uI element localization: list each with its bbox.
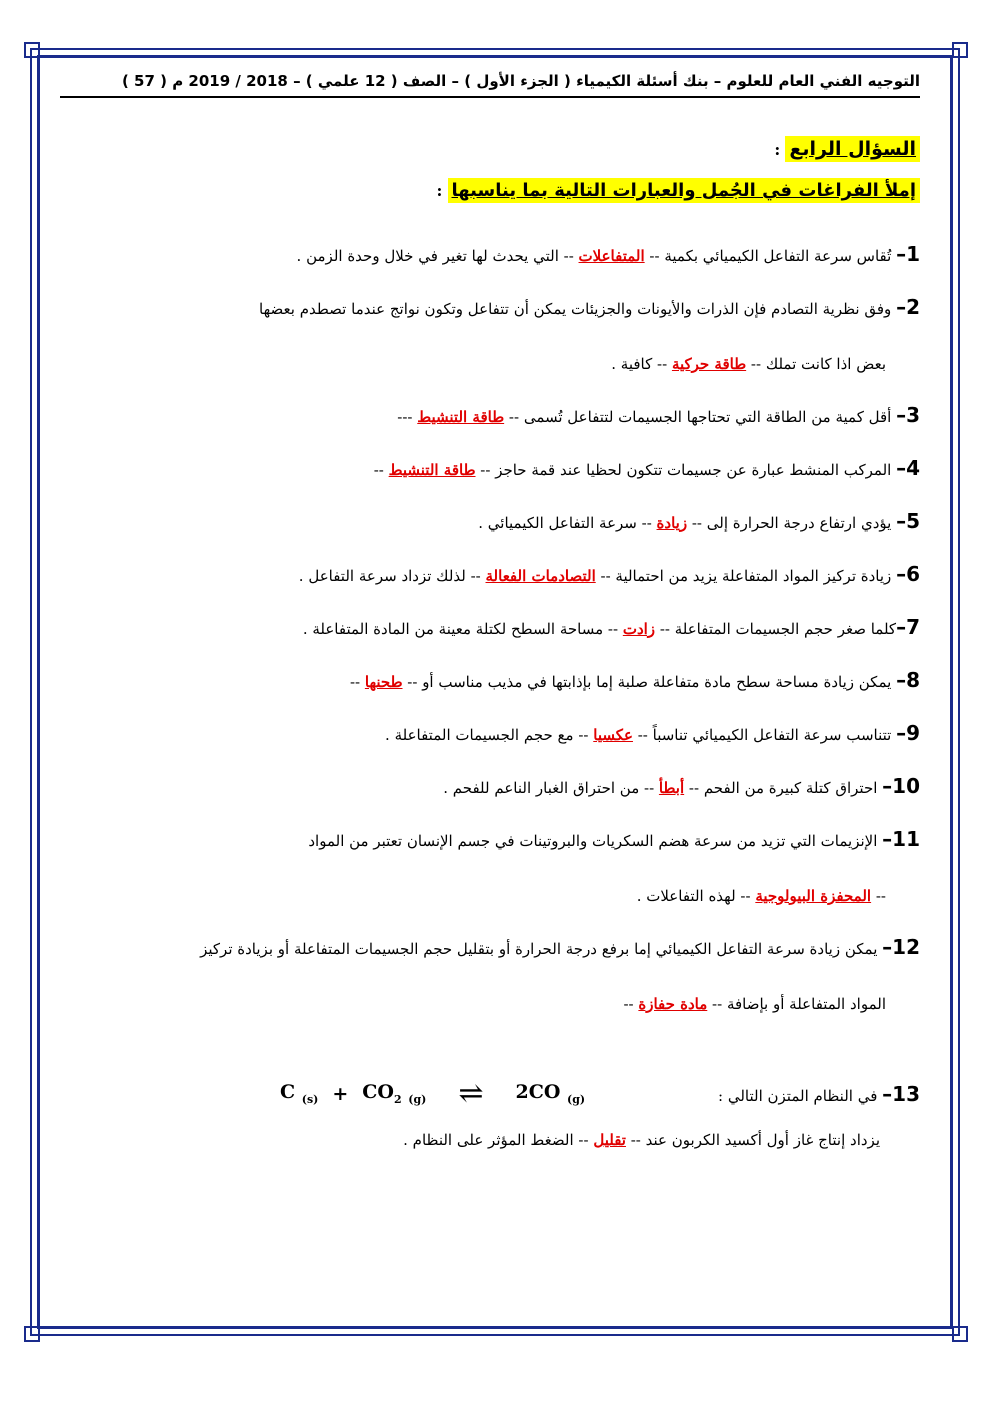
border-corner-top-left: [24, 42, 40, 58]
question-text: تتناسب سرعة التفاعل الكيميائي تناسباً --: [632, 726, 897, 744]
border-corner-bottom-left: [24, 1326, 40, 1342]
eq-product-co: 2CO $_{(g)}$: [515, 1081, 586, 1106]
question-number: 10–: [882, 774, 920, 798]
question-continuation: [60, 993, 920, 1016]
question-text: يؤدي ارتفاع درجة الحرارة إلى --: [687, 514, 897, 532]
question-continuation: [60, 353, 920, 376]
question-text-after: -- التي يحدث لها تغير في خلال وحدة الزمن .: [296, 247, 579, 265]
question-text-after: -- مساحة السطح لكتلة معينة من المادة المتفاعلة .: [302, 620, 623, 638]
question-number: 11–: [882, 827, 920, 851]
eq-plus: +: [332, 1082, 349, 1105]
question-answer: طاقة التنشيط: [417, 408, 505, 426]
question-item-8: [60, 669, 920, 694]
question-number: 6–: [896, 562, 920, 586]
eq-reactant-c: C $_{(s)}$: [280, 1081, 319, 1106]
question-text: في النظام المتزن التالي :: [718, 1086, 883, 1105]
question-item-2: [60, 296, 920, 376]
question-text: كلما صغر حجم الجسيمات المتفاعلة --: [655, 620, 897, 638]
question-text-after: --: [623, 995, 639, 1013]
document-page: [60, 72, 920, 1312]
question-text-after: --: [373, 461, 389, 479]
question-cont-text: --: [871, 887, 886, 905]
question-text: أقل كمية من الطاقة التي تحتاجها الجسيمات لتتفاعل تُسمى --: [504, 408, 897, 426]
question-cont-text: بعض اذا كانت تملك --: [746, 355, 886, 373]
question-text: يزداد إنتاج غاز أول أكسيد الكربون عند --: [625, 1131, 880, 1149]
equilibrium-equation: [60, 1076, 585, 1111]
question-number: 1–: [896, 242, 920, 266]
question-item-5: [60, 510, 920, 535]
q13-fill-line: [60, 1131, 920, 1149]
question-answer: طاقة حركية: [671, 355, 747, 373]
question-item-7: [60, 616, 920, 641]
question-title: السؤال الرابع: [785, 136, 920, 162]
question-answer: طاقة التنشيط: [388, 461, 476, 479]
question-list: [60, 243, 920, 1149]
question-answer: المحفزة البيولوجية: [755, 887, 872, 905]
question-text-after: -- لهذه التفاعلات .: [636, 887, 756, 905]
question-item-9: [60, 722, 920, 747]
question-text: المركب المنشط عبارة عن جسيمات تتكون لحظيا عند قمة حاجز --: [475, 461, 897, 479]
question-number: 5–: [896, 509, 920, 533]
question-text-after: -- لذلك تزداد سرعة التفاعل .: [298, 567, 486, 585]
question-text-after: -- سرعة التفاعل الكيميائي .: [478, 514, 657, 532]
question-text: تُقاس سرعة التفاعل الكيميائي بكمية --: [644, 247, 897, 265]
question-instruction-colon: :: [436, 181, 443, 200]
question-number: 3–: [896, 403, 920, 427]
question-text: احتراق كتلة كبيرة من الفحم --: [684, 779, 883, 797]
question-answer: التصادمات الفعالة: [485, 567, 596, 585]
border-corner-top-right: [952, 42, 968, 58]
border-corner-bottom-right: [952, 1326, 968, 1342]
question-number: 7–: [896, 615, 920, 639]
question-answer: تقليل: [593, 1131, 626, 1149]
question-answer: زيادة: [656, 514, 688, 532]
q13-row: [60, 1076, 920, 1111]
question-item-10: [60, 775, 920, 800]
question-text: يمكن زيادة مساحة سطح مادة متفاعلة صلبة إما بإذابتها في مذيب مناسب أو --: [402, 673, 897, 691]
equilibrium-arrow-icon: ⇌: [458, 1076, 484, 1111]
question-item-12: [60, 936, 920, 1016]
question-answer: أبطأ: [658, 779, 685, 797]
question-text-after: -- من احتراق الغبار الناعم للفحم .: [443, 779, 659, 797]
question-answer: طحنها: [364, 673, 403, 691]
question-title-block: [60, 136, 920, 203]
question-number: 13–: [882, 1081, 920, 1106]
question-number: 12–: [882, 935, 920, 959]
question-answer: زادت: [622, 620, 656, 638]
question-text: الإنزيمات التي تزيد من سرعة هضم السكريات والبروتينات في جسم الإنسان تعتبر من المواد: [308, 832, 883, 850]
question-item-3: [60, 404, 920, 429]
question-text-after: -- مع حجم الجسيمات المتفاعلة .: [385, 726, 594, 744]
question-item-1: [60, 243, 920, 268]
question-text-after: ---: [397, 408, 418, 426]
question-item-11: [60, 828, 920, 908]
question-text: وفق نظرية التصادم فإن الذرات والأيونات والجزيئات يمكن أن تتفاعل وتكون نواتج عندما تصطدم بعضها: [259, 300, 897, 318]
question-answer: مادة حفازة: [638, 995, 708, 1013]
question-answer: عكسيا: [593, 726, 633, 744]
question-item-13: [60, 1076, 920, 1149]
question-text: يمكن زيادة سرعة التفاعل الكيميائي إما برفع درجة الحرارة أو بتقليل حجم الجسيمات المتفاعلة أو بزيادة تركيز: [200, 940, 883, 958]
question-item-4: [60, 457, 920, 482]
question-text-after: --: [349, 673, 365, 691]
question-answer: المتفاعلات: [578, 247, 645, 265]
eq-reactant-co2: $CO_2$ $_{(g)}$: [362, 1081, 427, 1106]
question-title-colon: :: [774, 140, 781, 159]
question-item-6: [60, 563, 920, 588]
question-text-after: -- كافية .: [611, 355, 672, 373]
question-cont-text: المواد المتفاعلة أو بإضافة --: [707, 995, 886, 1013]
question-text: زيادة تركيز المواد المتفاعلة يزيد من احتمالية --: [595, 567, 897, 585]
question-number: 8–: [896, 668, 920, 692]
question-instruction: إملأ الفراغات في الجُمل والعبارات التالية بما يناسبها: [448, 178, 920, 203]
question-number: 4–: [896, 456, 920, 480]
question-continuation: [60, 885, 920, 908]
q13-intro: [718, 1082, 920, 1106]
page-header: التوجيه الفني العام للعلوم – بنك أسئلة الكيمياء ( الجزء الأول ) – الصف ( 12 علمي ) – 2018 / 2019 م ( 57 ): [60, 72, 920, 98]
question-text-after: -- الضغط المؤثر على النظام .: [403, 1131, 594, 1149]
question-number: 9–: [896, 721, 920, 745]
question-number: 2–: [896, 295, 920, 319]
